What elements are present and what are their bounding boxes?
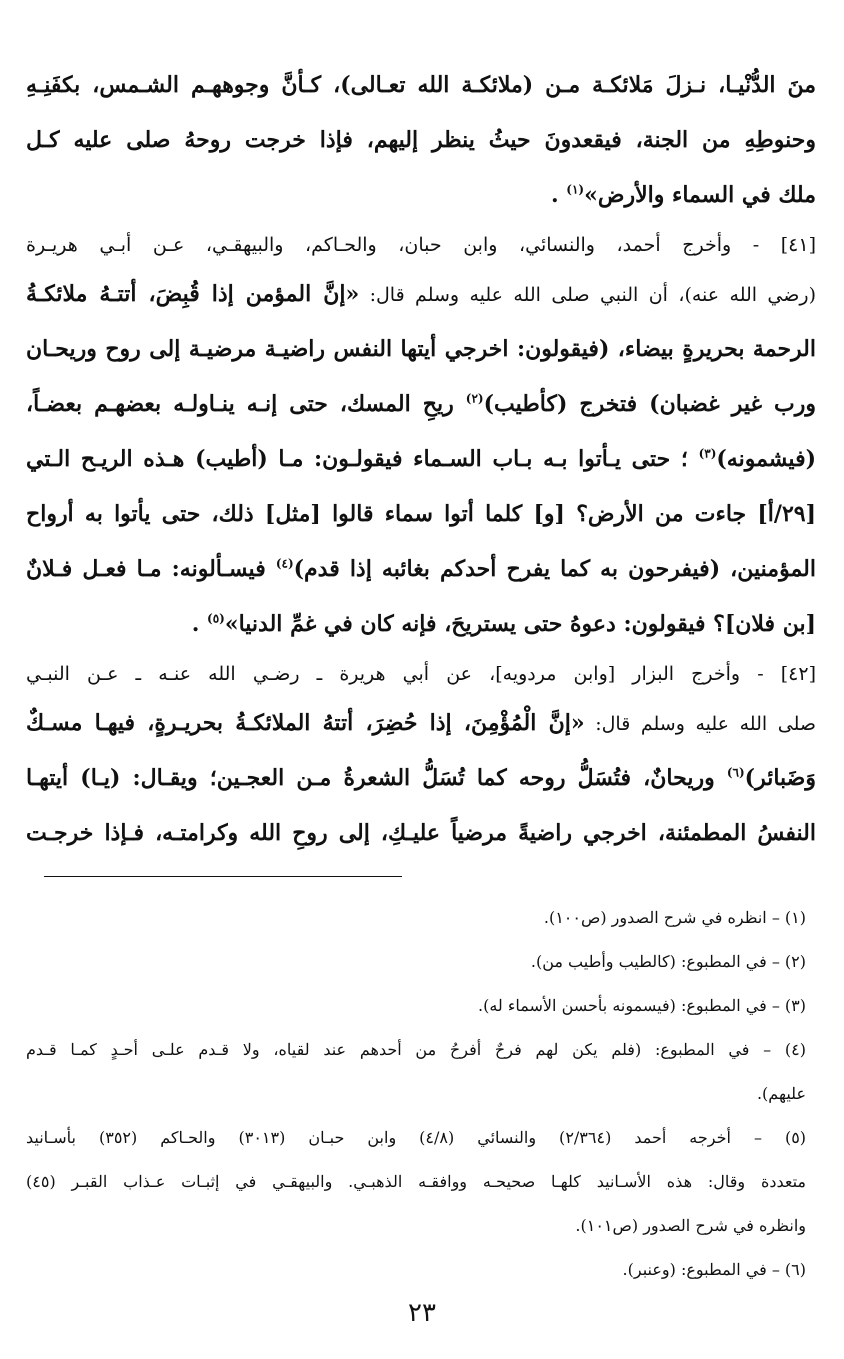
text-span: وحنوطِهِ من الجنة، فيقعدونَ حيثُ ينظر إليهم، فإذا خرجت روحهُ صلى عليه كـل: [26, 127, 816, 153]
text-span: ورب غير غضبان) فتخرج (كأطيب): [483, 391, 816, 417]
footnote: (٣) – في المطبوع: (فيسمونه بأحسن الأسماء له).: [477, 996, 806, 1015]
text-line: [26, 377, 816, 432]
footnote: (٦) – في المطبوع: (وعنبر).: [622, 1260, 806, 1279]
footnote-ref: (١): [566, 182, 585, 197]
footnote-separator: [44, 876, 402, 877]
footnote-ref: (٤): [275, 556, 294, 571]
text-span: .: [550, 182, 567, 208]
text-span: المؤمنين، (فيفرحون به كما يفرح أحدكم بغائبه إذا قدم): [293, 556, 816, 582]
text-line: [26, 322, 816, 377]
text-line: [26, 542, 816, 597]
footnote: (٥) – أخرجه أحمد (٢/٣٦٤) والنسائي (٤/٨) وابن حبـان (٣٠١٣) والحـاكم (٣٥٢) بأسـانيد: [26, 1128, 806, 1147]
footnote: (٤) – في المطبوع: (فلم يكن لهم فرحٌ أفرحُ من أحدهم عند لقياه، ولا قـدم علـى أحـدٍ كمـا قـدم: [26, 1040, 806, 1059]
text-line: [26, 652, 816, 696]
footnote-ref: (٣): [698, 446, 717, 461]
page-number: ٢٣: [408, 1298, 436, 1328]
footnote: (٢) – في المطبوع: (كالطيب وأطيب من).: [530, 952, 806, 971]
text-line: [26, 597, 816, 652]
text-span: فيسـألونه: مـا فعـل فـلانٌ: [26, 556, 276, 582]
text-span: [بن فلان]؟ فيقولون: دعوهُ حتى يستريحَ، فإنه كان في غمِّ الدنيا»: [224, 611, 816, 637]
text-span: [٤١] - وأخرج أحمد، والنسائي، وابن حبان، والحـاكم، والبيهقـي، عـن أبـي هريـرة: [26, 234, 816, 256]
text-span: (فيشمونه): [716, 446, 816, 472]
footnote: وانظره في شرح الصدور (ص١٠١).: [575, 1216, 806, 1235]
footnote: (١) – انظره في شرح الصدور (ص١٠٠).: [543, 908, 806, 927]
text-span: وَضَبائر): [744, 765, 816, 791]
text-span: الرحمة بحريرةٍ بيضاء، (فيقولون: اخرجي أيتها النفس راضيـة مرضيـة إلى روح وريحـان: [26, 336, 816, 362]
text-line: [26, 267, 816, 322]
text-line: [26, 806, 816, 861]
main-text: [26, 58, 816, 861]
footnote: عليهم).: [756, 1084, 806, 1103]
text-line: [26, 113, 816, 168]
footnote-ref: (٥): [207, 611, 225, 626]
text-line: [26, 696, 816, 751]
text-line: [26, 58, 816, 113]
text-span: ؛ حتى يـأتوا بـه بـاب السـماء فيقولـون: مـا (أطيب) هـذه الريـح الـتي: [26, 446, 699, 472]
text-line: [26, 432, 816, 487]
text-span-normal: (رضي الله عنه)، أن النبي صلى الله عليه وسلم قال:: [359, 284, 816, 306]
text-span: [٢٩/أ] جاءت من الأرض؟ [و] كلما أتوا سماء قالوا [مثل] ذلك، حتى يأتوا به أرواح: [26, 501, 816, 527]
footnote-ref: (٢): [465, 391, 484, 406]
footnote-ref: (٦): [726, 765, 745, 780]
text-span: وريحانٌ، فتُسَلُّ روحه كما تُسَلُّ الشعرةُ مـن العجـين؛ ويقـال: (يـا) أيتهـا: [26, 765, 727, 791]
text-span: [٤٢] - وأخرج البزار [وابن مردويه]، عن أبي هريرة ـ رضـي الله عنـه ـ عـن النبـي: [26, 663, 816, 685]
text-span: .: [191, 611, 208, 637]
text-line: [26, 487, 816, 542]
text-line: [26, 223, 816, 267]
footnotes: [26, 896, 806, 1292]
text-span: منَ الدُّنْيـا، نـزلَ مَلائكـة مـن (ملائكـة الله تعـالى)، كـأنَّ وجوههـم الشـمس، بكفَنِـهِ: [26, 72, 816, 98]
footnote: متعددة وقال: هذه الأسـانيد كلهـا صحيحـه ووافقـه الذهبـي. والبيهقـي في إثبـات عـذاب القبـر (٤٥): [26, 1172, 806, 1191]
text-span-bold: «إنَّ المؤمن إذا قُبِضَ، أتتـهُ ملائكـةُ: [26, 281, 360, 307]
text-span: ملك في السماء والأرض»: [584, 182, 816, 208]
text-span: النفسُ المطمئنة، اخرجي راضيةً مرضياً عليـكِ، إلى روحِ الله وكرامتـه، فـإذا خرجـت: [26, 820, 816, 846]
text-span-bold: «إنَّ الْمُؤْمِنَ، إذا حُضِرَ، أتتهُ الملائكـةُ بحريـرةٍ، فيهـا مسـكٌ: [26, 710, 585, 736]
text-line: [26, 168, 816, 223]
text-span-normal: صلى الله عليه وسلم قال:: [584, 713, 816, 735]
text-span: ريحِ المسك، حتى إنـه ينـاولـه بعضهـم بعضـاً،: [26, 391, 466, 417]
text-line: [26, 751, 816, 806]
